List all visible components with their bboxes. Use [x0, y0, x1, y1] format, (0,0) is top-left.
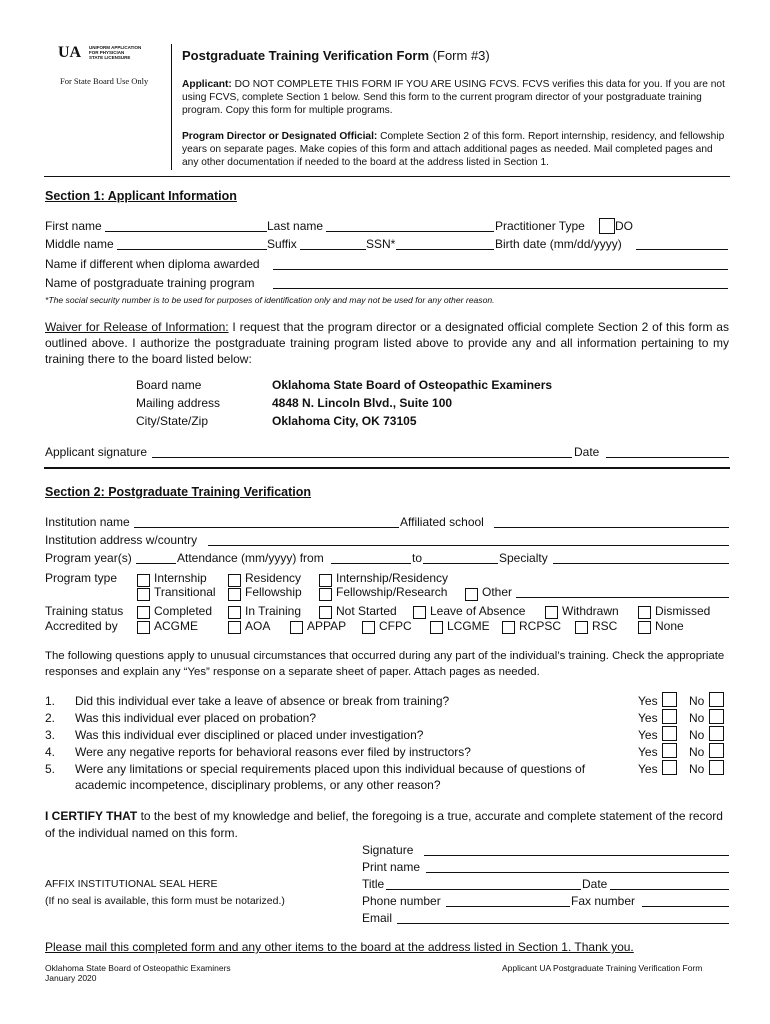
cert-date-field[interactable]: [610, 878, 729, 890]
rcpsc-label: RCPSC: [519, 619, 562, 633]
question-number: 4.: [45, 745, 56, 759]
first-name-field[interactable]: [105, 220, 267, 232]
program-years-field[interactable]: [136, 552, 176, 564]
fax-label: Fax number: [571, 894, 636, 908]
acgme-label: ACGME: [154, 619, 199, 633]
no-label: No: [689, 745, 705, 759]
internship-checkbox[interactable]: [137, 574, 150, 587]
waiver-lead: Waiver for Release of Information:: [45, 320, 229, 334]
diploma-name-label: Name if different when diploma awarded: [45, 257, 260, 271]
withdrawn-label: Withdrawn: [562, 604, 619, 618]
fax-field[interactable]: [642, 895, 729, 907]
phone-field[interactable]: [446, 895, 570, 907]
logo-tagline: [89, 45, 141, 60]
applicant-date-label: Date: [574, 445, 600, 459]
fellowship-label: Fellowship: [245, 585, 302, 599]
not-started-label: Not Started: [336, 604, 397, 618]
waiver-text: I request that the program director or a designated official complete Section 2 of this form as outlined above. I authorize the postgraduate training program listed above to provide any and all information pertaining to my training there to the board listed below:: [45, 320, 729, 366]
in-training-checkbox[interactable]: [228, 606, 241, 619]
phone-label: Phone number: [362, 894, 441, 908]
no-label: No: [689, 762, 705, 776]
logo-line: UNIFORM APPLICATION: [89, 45, 142, 50]
program-years-label: Program year(s): [45, 551, 132, 565]
certify-paragraph: [45, 808, 731, 842]
q4-no-checkbox[interactable]: [709, 743, 724, 758]
q3-yes-checkbox[interactable]: [662, 726, 677, 741]
director-lead: Program Director or Designated Official:: [182, 131, 378, 142]
ssn-label: SSN*: [366, 237, 396, 251]
email-field[interactable]: [397, 912, 729, 924]
fellowship-checkbox[interactable]: [228, 588, 241, 601]
institution-label: Institution name: [45, 515, 130, 529]
leave-checkbox[interactable]: [413, 606, 426, 619]
acgme-checkbox[interactable]: [137, 621, 150, 634]
certify-text: to the best of my knowledge and belief, the foregoing is a true, accurate and complete statement of the record of the individual named on this form.: [45, 809, 723, 840]
program-type-label: Program type: [45, 571, 118, 585]
yes-label: Yes: [638, 711, 658, 725]
do-label: DO: [615, 219, 633, 233]
last-name-label: Last name: [267, 219, 324, 233]
question-text: Were any negative reports for behavioral reasons ever filed by instructors?: [75, 745, 471, 759]
not-started-checkbox[interactable]: [319, 606, 332, 619]
diploma-name-field[interactable]: [273, 258, 728, 270]
seal-note: (If no seal is available, this form must be notarized.): [45, 895, 285, 907]
applicant-date-field[interactable]: [606, 446, 729, 458]
cfpc-checkbox[interactable]: [362, 621, 375, 634]
certify-lead: I CERTIFY THAT: [45, 809, 138, 823]
ssn-field[interactable]: [396, 238, 494, 250]
board-name-label: Board name: [136, 378, 202, 392]
birth-date-field[interactable]: [636, 238, 728, 250]
rcpsc-checkbox[interactable]: [502, 621, 515, 634]
attendance-to-field[interactable]: [423, 552, 498, 564]
q2-no-checkbox[interactable]: [709, 709, 724, 724]
dismissed-label: Dismissed: [655, 604, 711, 618]
mailing-label: Mailing address: [136, 396, 221, 410]
aoa-label: AOA: [245, 619, 271, 633]
cfpc-label: CFPC: [379, 619, 412, 633]
footer-left-2: January 2020: [45, 973, 97, 983]
program-name-field[interactable]: [273, 277, 728, 289]
no-label: No: [689, 694, 705, 708]
lcgme-checkbox[interactable]: [430, 621, 443, 634]
question-number: 2.: [45, 711, 56, 725]
suffix-label: Suffix: [267, 237, 297, 251]
yes-label: Yes: [638, 745, 658, 759]
form-title: [182, 48, 490, 63]
applicant-signature-label: Applicant signature: [45, 445, 148, 459]
attendance-from-field[interactable]: [331, 552, 411, 564]
applicant-lead: Applicant:: [182, 79, 232, 90]
title-field[interactable]: [386, 878, 581, 890]
residency-checkbox[interactable]: [228, 574, 241, 587]
specialty-field[interactable]: [553, 552, 729, 564]
completed-checkbox[interactable]: [137, 606, 150, 619]
do-checkbox[interactable]: [599, 218, 615, 234]
first-name-label: First name: [45, 219, 102, 233]
no-label: No: [689, 711, 705, 725]
city-label: City/State/Zip: [136, 414, 209, 428]
section2-heading: Section 2: Postgraduate Training Verification: [45, 485, 312, 499]
question-text: Were any limitations or special requirements placed upon this individual because of questions of: [75, 762, 586, 776]
applicant-instructions: [182, 78, 730, 117]
logo: [58, 44, 81, 62]
director-instructions: [182, 130, 730, 169]
address-field[interactable]: [208, 534, 729, 546]
q1-no-checkbox[interactable]: [709, 692, 724, 707]
seal-label: AFFIX INSTITUTIONAL SEAL HERE: [45, 878, 218, 890]
email-label: Email: [362, 911, 393, 925]
unusual-circumstances-text: The following questions apply to unusual circumstances that occurred during any part of the individual’s training. Check the appropriate responses and explain any “Yes” response on a separate sheet of paper. Attach pages as needed.: [45, 650, 725, 678]
affiliated-label: Affiliated school: [400, 515, 484, 529]
fellowship-research-checkbox[interactable]: [319, 588, 332, 601]
institution-field[interactable]: [134, 516, 399, 528]
other-checkbox[interactable]: [465, 588, 478, 601]
leave-label: Leave of Absence: [430, 604, 526, 618]
appap-checkbox[interactable]: [290, 621, 303, 634]
no-label: No: [689, 728, 705, 742]
residency-label: Residency: [245, 571, 302, 585]
question-number: 3.: [45, 728, 56, 742]
city-value: Oklahoma City, OK 73105: [272, 414, 417, 428]
logo-line: FOR PHYSICIAN: [89, 50, 125, 55]
board-name-value: Oklahoma State Board of Osteopathic Examiners: [272, 378, 553, 392]
withdrawn-checkbox[interactable]: [545, 606, 558, 619]
print-name-label: Print name: [362, 860, 421, 874]
q5-yes-checkbox[interactable]: [662, 760, 677, 775]
title-label: Title: [362, 877, 385, 891]
applicant-signature-field[interactable]: [152, 446, 572, 458]
question-text: Was this individual ever disciplined or placed under investigation?: [75, 728, 424, 742]
footer-right: Applicant UA Postgraduate Training Verification Form: [502, 963, 703, 973]
ssn-note: *The social security number is to be used for purposes of identification only and may not be used for any other reason.: [45, 295, 495, 305]
signature-field[interactable]: [424, 844, 729, 856]
middle-name-label: Middle name: [45, 237, 114, 251]
dismissed-checkbox[interactable]: [638, 606, 651, 619]
internship-label: Internship: [154, 571, 207, 585]
question-number: 1.: [45, 694, 56, 708]
last-name-field[interactable]: [326, 220, 494, 232]
q5-no-checkbox[interactable]: [709, 760, 724, 775]
affiliated-field[interactable]: [494, 516, 729, 528]
birth-date-label: Birth date (mm/dd/yyyy): [495, 237, 622, 251]
yes-label: Yes: [638, 694, 658, 708]
cert-date-label: Date: [582, 877, 608, 891]
appap-label: APPAP: [307, 619, 347, 633]
print-name-field[interactable]: [426, 861, 729, 873]
mailing-value: 4848 N. Lincoln Blvd., Suite 100: [272, 396, 453, 410]
q1-yes-checkbox[interactable]: [662, 692, 677, 707]
section1-heading: Section 1: Applicant Information: [45, 189, 237, 203]
practitioner-type-label: Practitioner Type: [495, 219, 585, 233]
aoa-checkbox[interactable]: [228, 621, 241, 634]
logo-line: STATE LICENSURE: [89, 55, 131, 60]
q3-no-checkbox[interactable]: [709, 726, 724, 741]
none-label: None: [655, 619, 684, 633]
transitional-checkbox[interactable]: [137, 588, 150, 601]
question-text: Was this individual ever placed on probation?: [75, 711, 317, 725]
board-use-label: For State Board Use Only: [60, 76, 149, 86]
other-label: Other: [482, 585, 513, 599]
program-name-label: Name of postgraduate training program: [45, 276, 255, 290]
title-text: Postgraduate Training Verification Form: [182, 48, 430, 63]
applicant-text: DO NOT COMPLETE THIS FORM IF YOU ARE USING FCVS. FCVS verifies this data for you. If you are not using FCVS, complete Section 1 below. Send this form to the current program director of your postgraduate training program. Copy this form for multiple programs.: [182, 79, 725, 116]
rsc-label: RSC: [592, 619, 618, 633]
lcgme-label: LCGME: [447, 619, 490, 633]
q4-yes-checkbox[interactable]: [662, 743, 677, 758]
rsc-checkbox[interactable]: [575, 621, 588, 634]
other-field[interactable]: [516, 586, 729, 598]
section-rule: [44, 467, 730, 469]
transitional-label: Transitional: [154, 585, 216, 599]
none-checkbox[interactable]: [638, 621, 651, 634]
question-text: Did this individual ever take a leave of absence or break from training?: [75, 694, 450, 708]
mail-note: Please mail this completed form and any other items to the board at the address listed in Section 1. Thank you.: [45, 940, 634, 954]
attendance-label: Attendance (mm/yyyy) from: [177, 551, 324, 565]
fellowship-research-label: Fellowship/Research: [336, 585, 448, 599]
director-text: Complete Section 2 of this form. Report internship, residency, and fellowship years on separate pages. Make copies of this form and attach additional pages as needed. Mail completed pages and any other documentation if needed to the board at the address listed in Section 1.: [182, 131, 725, 168]
q2-yes-checkbox[interactable]: [662, 709, 677, 724]
footer-left-1: Oklahoma State Board of Osteopathic Examiners: [45, 963, 231, 973]
waiver-paragraph: [45, 319, 729, 367]
yes-label: Yes: [638, 762, 658, 776]
yes-label: Yes: [638, 728, 658, 742]
question-number: 5.: [45, 762, 56, 776]
internship-residency-checkbox[interactable]: [319, 574, 332, 587]
header-divider: [171, 44, 172, 170]
logo-letters: UA: [58, 44, 82, 61]
in-training-label: In Training: [245, 604, 302, 618]
signature-label: Signature: [362, 843, 414, 857]
completed-label: Completed: [154, 604, 213, 618]
suffix-field[interactable]: [300, 238, 366, 250]
to-label: to: [412, 551, 423, 565]
question-text-cont: academic incompetence, disciplinary problems, or any other reason?: [75, 778, 441, 792]
title-suffix: (Form #3): [432, 48, 490, 63]
middle-name-field[interactable]: [117, 238, 267, 250]
training-status-label: Training status: [45, 604, 124, 618]
accredited-label: Accredited by: [45, 619, 118, 633]
specialty-label: Specialty: [499, 551, 548, 565]
address-label: Institution address w/country: [45, 533, 198, 547]
header-rule: [44, 176, 730, 177]
internship-residency-label: Internship/Residency: [336, 571, 449, 585]
